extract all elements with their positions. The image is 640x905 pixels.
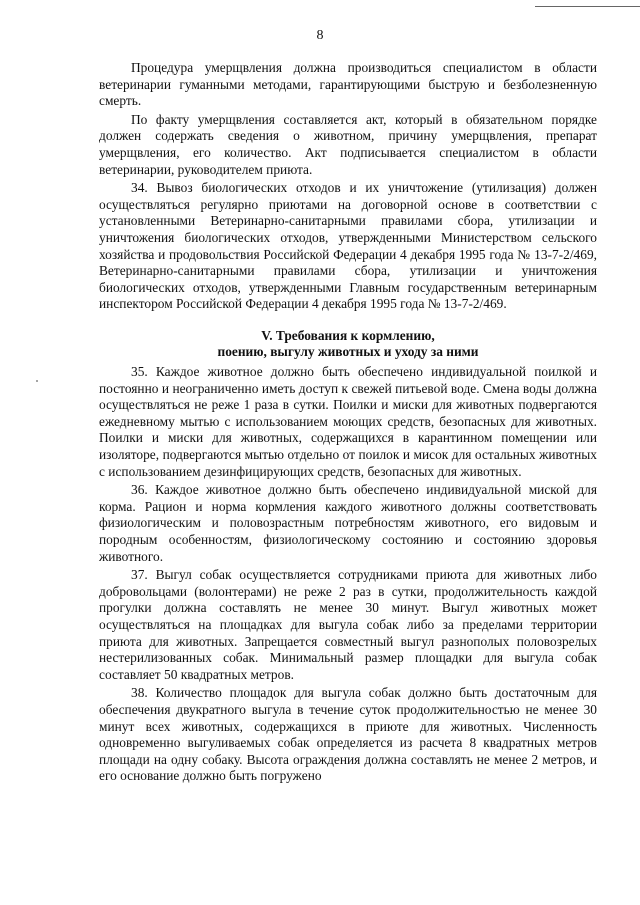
page-number: 8 (316, 28, 324, 43)
section-heading (99, 328, 597, 359)
scan-speck (36, 380, 38, 382)
section-heading-line1: V. Требования к кормлению, (261, 327, 435, 343)
paragraph-37: 37. Выгул собак осуществляется сотрудниками приюта для животных либо добровольцами (волонтерами) не реже 2 раз в сутки, продолжительность каждой прогулки должна составлять не менее 30 минут. Выгул животных может осуществляться на площадках для выгула собак либо за пределами территории приюта для животных. Запрещается совместный выгул разнополых половозрелых нестерилизованных собак. Минимальный размер площадки для выгула собак составляет 50 квадратных метров. (99, 567, 597, 682)
paragraph-38: 38. Количество площадок для выгула собак должно быть достаточным для обеспечения двукратного выгула в течение суток продолжительностью не менее 30 минут всех животных, содержащихся в приюте для животных. Численность одновременно выгуливаемых собак определяется из расчета 8 квадратных метров площади на одну собаку. Высота ограждения должна составлять не менее 2 метров, и его основание должно быть погружено (99, 685, 597, 784)
scan-edge-line (535, 6, 640, 7)
paragraph-euthanasia-act: По факту умерщвления составляется акт, который в обязательном порядке должен содержать сведения о животном, причину умерщвления, препарат умерщвления, его количество. Акт подписывается специалистом в области ветеринарии, руководителем приюта. (99, 111, 597, 177)
document-body (99, 60, 597, 785)
paragraph-34: 34. Вывоз биологических отходов и их уничтожение (утилизация) должен осуществляться регулярно приютами на договорной основе в соответствии с установленными Ветеринарно-санитарными правилами сбора, утилизации и уничтожения биологических отходов, утвержденными Министерством сельского хозяйства и продовольствия Российской Федерации 4 декабря 1995 года № 13-7-2/469, Ветеринарно-санитарными правилами сбора, утилизации и уничтожения биологических отходов, утвержденными Главным государственным ветеринарным инспектором Российской Федерации 4 декабря 1995 года № 13-7-2/469. (99, 180, 597, 312)
paragraph-35: 35. Каждое животное должно быть обеспечено индивидуальной поилкой и постоянно и неограниченно иметь доступ к свежей питьевой воде. Смена воды должна осуществляться не реже 1 раза в сутки. Поилки и миски для животных подвергаются ежедневному мытью с использованием моющих средств, безопасных для животных. Поилки и миски для животных, содержащихся в карантинном помещении или изоляторе, подвергаются мытью отдельно от поилок и мисок для остальных животных с использованием дезинфицирующих средств, безопасных для животных. (99, 364, 597, 479)
paragraph-36: 36. Каждое животное должно быть обеспечено индивидуальной миской для корма. Рацион и норма кормления каждого животного должны соответствовать физиологическим и половозрастным потребностям животного, его видовым и породным особенностям, физиологическому состоянию и состоянию здоровья животного. (99, 482, 597, 564)
section-heading-line2: поению, выгулу животных и уходу за ними (217, 343, 479, 359)
paragraph-euthanasia-procedure: Процедура умерщвления должна производиться специалистом в области ветеринарии гуманными методами, гарантирующими быструю и безболезненную смерть. (99, 60, 597, 109)
